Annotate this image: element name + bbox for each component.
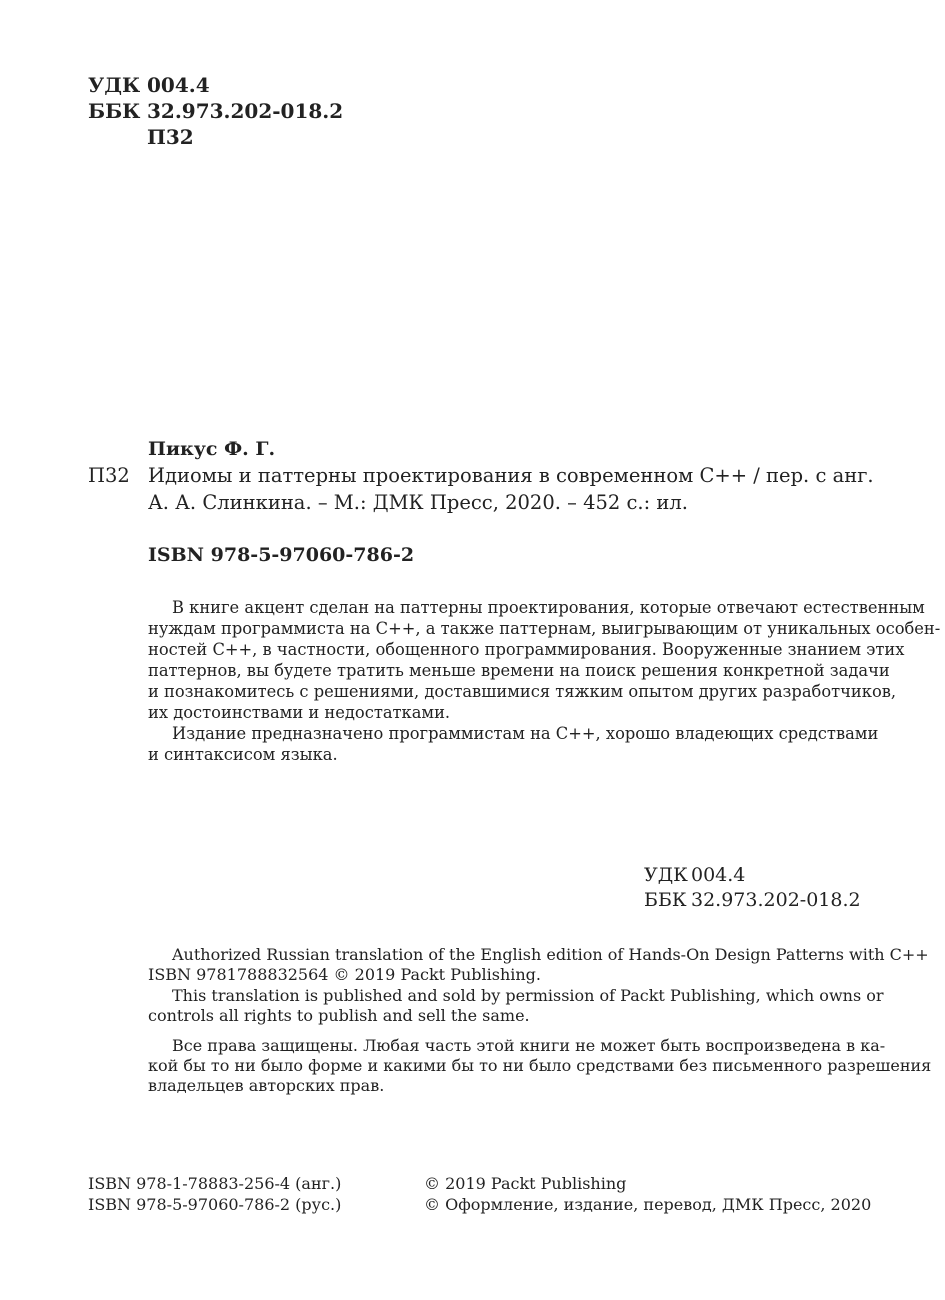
english-notice-line: controls all rights to publish and sell the same. [148, 1006, 530, 1025]
bbk-row [88, 98, 343, 124]
english-notice-line: ISBN 9781788832564 © 2019 Packt Publishing. [148, 965, 542, 984]
copyright-dmk: © Оформление, издание, перевод, ДМК Пресс, 2020 [424, 1195, 872, 1214]
bbk-right-row [644, 887, 861, 913]
udk-label: УДК [88, 73, 141, 97]
copyright-packt: © 2019 Packt Publishing [424, 1174, 627, 1193]
rights-notice-line: кой бы то ни было форме и какими бы то ни было средствами без письменного разрешения [148, 1056, 932, 1075]
udk-right-label: УДК [644, 864, 688, 886]
isbn-english: ISBN 978-1-78883-256-4 (анг.) [88, 1174, 342, 1193]
annotation-line: и познакомитесь с решениями, доставшимися тяжким опытом других разработчиков, [148, 682, 897, 701]
isbn-russian: ISBN 978-5-97060-786-2 (рус.) [88, 1195, 342, 1214]
book-title-line-2: А. А. Слинкина. – М.: ДМК Пресс, 2020. – 452 с.: ил. [148, 491, 688, 514]
annotation-line: нуждам программиста на C++, а также паттернам, выигрывающим от уникальных особен- [148, 619, 941, 638]
bbk-right-value: 32.973.202-018.2 [691, 889, 861, 911]
udk-value: 004.4 [147, 73, 210, 97]
annotation-line: В книге акцент сделан на паттерны проектирования, которые отвечают естественным [172, 598, 925, 617]
bbk-value: 32.973.202-018.2 [147, 99, 344, 123]
author-code-row [88, 124, 194, 150]
annotation-line: паттернов, вы будете тратить меньше времени на поиск решения конкретной задачи [148, 661, 890, 680]
udk-right-value: 004.4 [691, 864, 746, 886]
rights-notice-line: Все права защищены. Любая часть этой книги не может быть воспроизведена в ка- [172, 1036, 886, 1055]
catalog-code: П32 [88, 464, 130, 487]
bbk-label: ББК [88, 99, 141, 123]
annotation-line: и синтаксисом языка. [148, 745, 338, 764]
udk-row [88, 72, 210, 98]
isbn-main: ISBN 978-5-97060-786-2 [148, 544, 415, 566]
bbk-right-label: ББК [644, 889, 687, 911]
udk-right-row [644, 862, 745, 888]
author-code: П32 [147, 125, 194, 149]
annotation-line: их достоинствами и недостатками. [148, 703, 451, 722]
english-notice-line: Authorized Russian translation of the English edition of Hands-On Design Patterns with C++ [172, 945, 929, 964]
english-notice-line: This translation is published and sold by permission of Packt Publishing, which owns or [172, 986, 884, 1005]
rights-notice-line: владельцев авторских прав. [148, 1076, 385, 1095]
book-author: Пикус Ф. Г. [148, 438, 276, 460]
annotation-line: Издание предназначено программистам на C++, хорошо владеющих средствами [172, 724, 879, 743]
book-title-line-1: Идиомы и паттерны проектирования в современном C++ / пер. с анг. [148, 464, 874, 487]
annotation-line: ностей C++, в частности, обощенного программирования. Вооруженные знанием этих [148, 640, 905, 659]
